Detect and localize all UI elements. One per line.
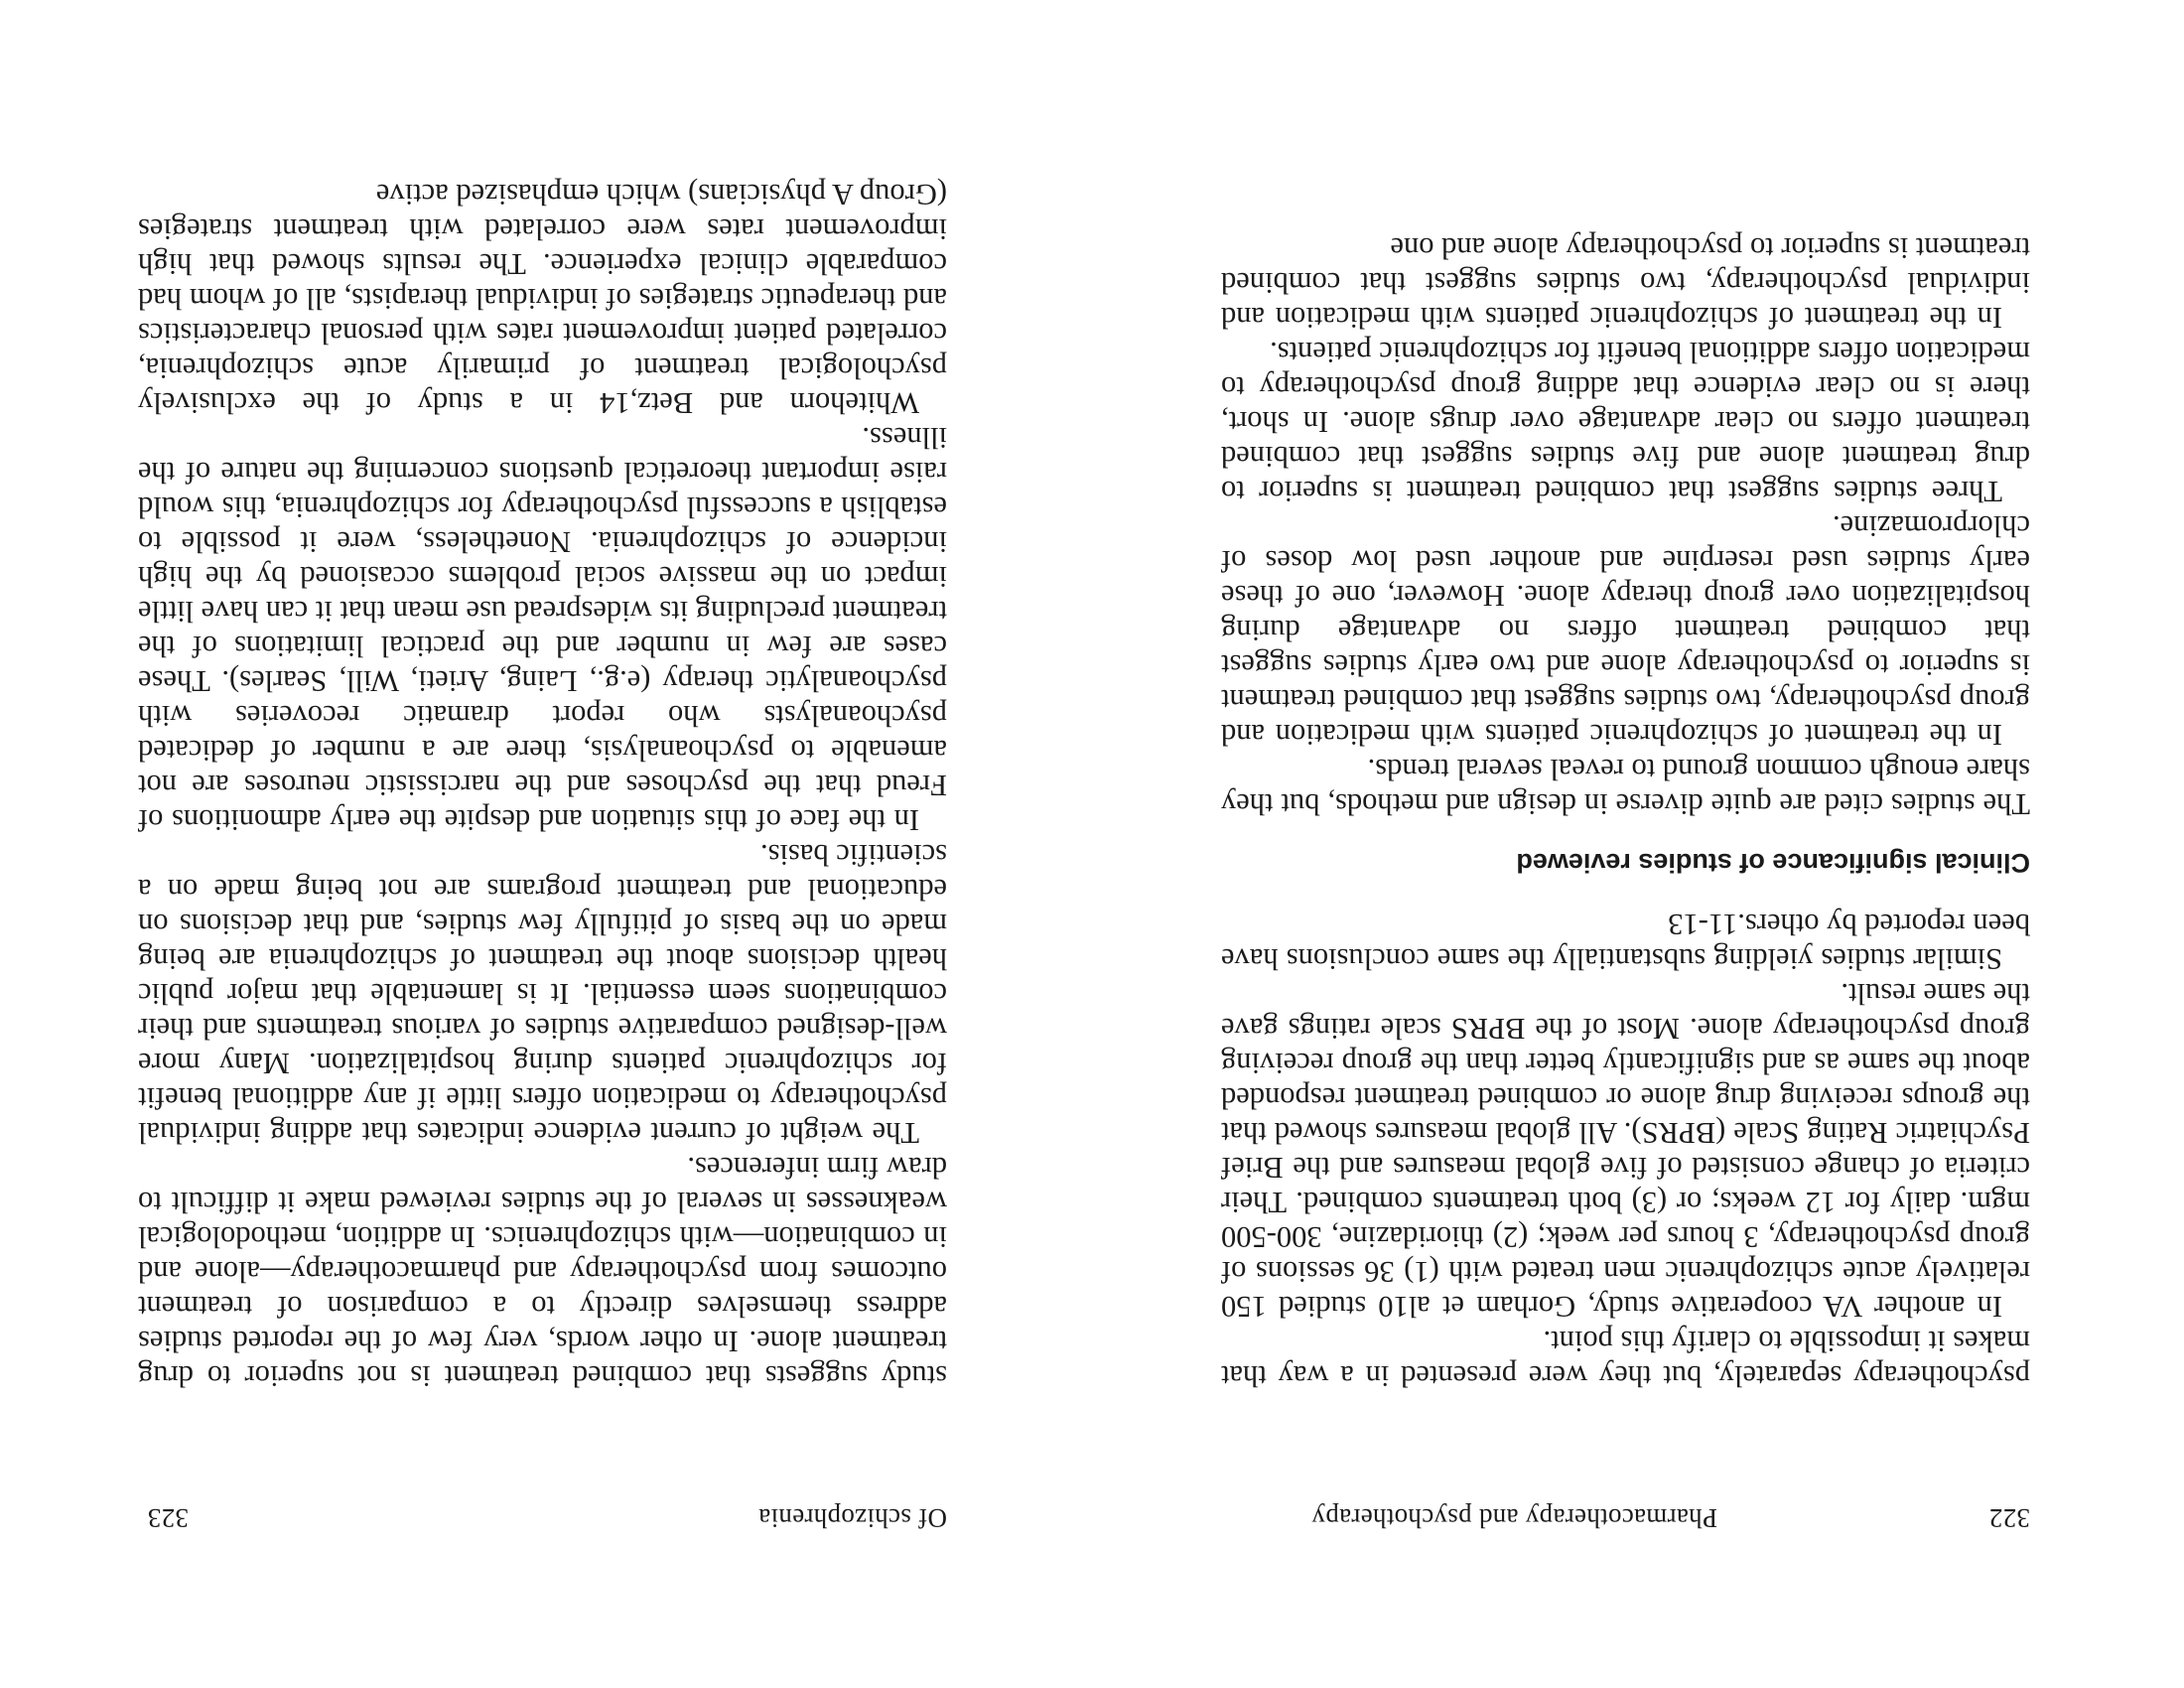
paragraph: In another VA cooperative study, Gorham et al10 studied 150 relatively acute schizophrenic men treated with (1) 36 sessions of group psychotherapy, 3 hours per week; (2) thioridazine, 300-500 mgm. daily for 12 weeks; or (3) both treatments combined. Their criteria of change consisted of five global measures and the Brief Psychiatric Rating Scale (BPRS). All global measures showed that the groups receiving drug alone or combined treatment responded about the same as and significantly better than the group receiving group psychotherapy alone. Most of the BPRS scale ratings gave the same result. [1221, 977, 2030, 1324]
section-heading: Clinical significance of studies reviewed [1516, 848, 2030, 878]
text-column [1221, 230, 2030, 1393]
page-number: 322 [1988, 1503, 2030, 1533]
paragraph: Whitehorn and Betz,14 in a study of the exclusively psychological treatment of primarily acute schizophrenia, correlated patient improvement rates with personal characteristics and therapeutic strategies of individual therapists, all of whom had comparable clinical experience. The results showed that high improvement rates were correlated with treatment strategies (Group A physicians) which emphasized active [138, 178, 947, 420]
running-title: Pharmacotherapy and psychotherapy [1311, 1503, 1717, 1533]
text-column [138, 177, 947, 1393]
paragraph: In the face of this situation and despite the early admonitions of Freud that the psychoses and the narcissistic neuroses are not amenable to psychoanalysis, there are a number of dedicated psychoanalysts who report dramatic recoveries with psychoanalytic therapy (e.g., Laing, Arieti, Will, Searles). These cases are few in number and the practical limitations of the treatment precluding its widespread use mean that it can have little impact on the massive social problems occasioned by the high incidence of schizophrenia. Nonetheless, were it possible to establish a successful psychotherapy for schizophrenia, this would raise important theoretical questions concerning the nature of the illness. [138, 421, 947, 837]
paragraph: In the treatment of schizophrenic patients with medication and individual psychotherapy, two studies suggest that combined treatment is superior to psychotherapy alone and one [1221, 231, 2030, 335]
paragraph: The weight of current evidence indicates that adding individual psychotherapy to medication offers little if any additional benefit for schizophrenic patients during hospitalization. Many more well-designed comparative studies of various treatments and their combinations seem essential. It is lamentable that major public health decisions about the treatment of schizophrenia are being made on the basis of pitifully few studies, and that decisions on educational and treatment programs are not being made on a scientific basis. [138, 838, 947, 1150]
paragraph: psychotherapy separately, but they were presented in a way that makes it impossible to clarify this point. [1221, 1325, 2030, 1393]
running-title: Of schizophrenia [758, 1503, 947, 1533]
paragraph: In the treatment of schizophrenic patients with medication and group psychotherapy, two studies suggest that combined treatment is superior to psychotherapy alone and two early studies suggest that combined treatment offers no advantage during hospitalization over group therapy alone. However, one of these early studies used reserpine and another used low doses of chlorpromazine. [1221, 509, 2030, 752]
left-page [1092, 0, 2184, 1688]
paragraph: Three studies suggest that combined treatment is superior to drug treatment alone and five studies suggest that combined treatment offers no clear advantage over drugs alone. In short, there is no clear evidence that adding group psychotherapy to medication offers additional benefit for schizophrenic patients. [1221, 336, 2030, 508]
page-number: 323 [147, 1503, 189, 1533]
paragraph: The studies cited are quite diverse in design and methods, but they share enough common ground to reveal several trends. [1221, 753, 2030, 821]
paragraph: Similar studies yielding substantially the same conclusions have been reported by others.11-13 [1221, 908, 2030, 976]
paragraph: study suggests that combined treatment is not superior to drug treatment alone. In other words, very few of the reported studies address themselves directly to a comparison of treatment outcomes from psychotherapy and pharmacotherapy—alone and in combination—with schizophrenics. In addition, methodological weaknesses in several of the studies reviewed make it difficult to draw firm inferences. [138, 1151, 947, 1393]
